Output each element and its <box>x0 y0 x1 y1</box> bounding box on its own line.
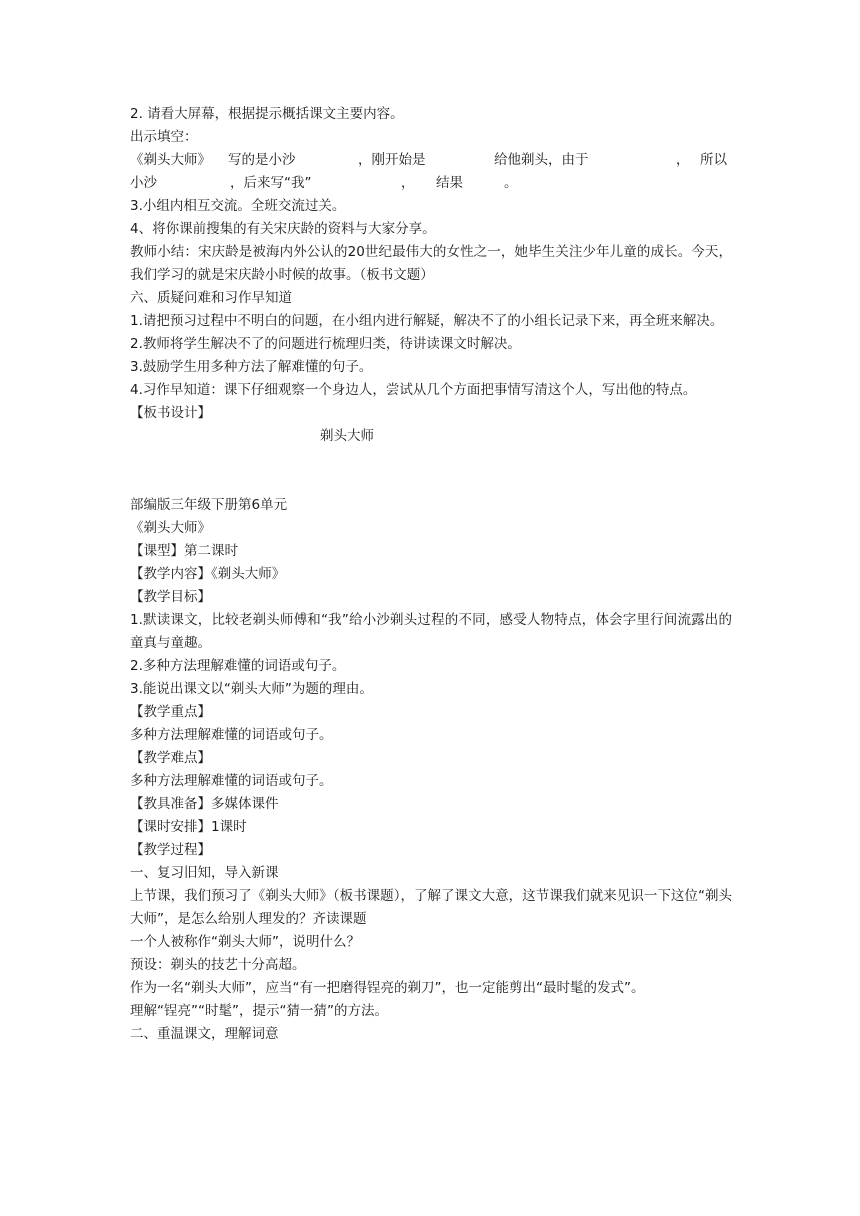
section-6-item: 2.教师将学生解决不了的问题进行梳理归类，待讲读课文时解决。 <box>130 336 521 352</box>
step-1-paragraph: 理解“锃亮”“时髦”，提示“猜一猜”的方法。 <box>130 1003 388 1019</box>
difficult-points-text: 多种方法理解难懂的词语或句子。 <box>130 773 333 789</box>
teaching-tools: 【教具准备】多媒体课件 <box>130 796 279 812</box>
class-schedule: 【课时安排】1课时 <box>130 819 247 835</box>
fill-text: 《剃头大师》 <box>130 152 211 168</box>
goal-item: 2.多种方法理解难懂的词语或句子。 <box>130 658 346 674</box>
goals-heading: 【教学目标】 <box>130 589 211 605</box>
process-heading: 【教学过程】 <box>130 842 211 858</box>
board-design-title: 剃头大师 <box>320 428 374 444</box>
lesson-title: 《剃头大师》 <box>130 520 211 536</box>
fill-text: ， <box>676 152 690 168</box>
step-2-heading: 二、重温课文，理解词意 <box>130 1026 279 1042</box>
step-1-heading: 一、复习旧知，导入新课 <box>130 865 279 881</box>
unit-label: 部编版三年级下册第6单元 <box>130 497 288 513</box>
step-1-paragraph: 一个人被称作“剃头大师”，说明什么？ <box>130 934 360 950</box>
section-6-item: 1.请把预习过程中不明白的问题，在小组内进行解疑，解决不了的小组长记录下来，再全班来解决。 <box>130 313 724 329</box>
fill-text: ，后来写“我” <box>230 175 312 191</box>
fill-in-row-1 <box>130 149 732 172</box>
key-points-text: 多种方法理解难懂的词语或句子。 <box>130 727 333 743</box>
lesson-type: 【课型】第二课时 <box>130 543 238 559</box>
fill-in-heading: 出示填空： <box>130 129 198 145</box>
goal-item: 3.能说出课文以“剃头大师”为题的理由。 <box>130 681 373 697</box>
lesson-content: 【教学内容】《剃头大师》 <box>130 566 286 582</box>
spacer <box>130 448 732 494</box>
fill-text: 结果 <box>436 175 463 191</box>
fill-text: 小沙 <box>130 175 157 191</box>
step-1-paragraph: 上节课，我们预习了《剃头大师》（板书课题），了解了课文大意，这节课我们就来见识一下这位“剃头大师”，是怎么给别人理发的？齐读课题 <box>130 888 732 927</box>
step-1-paragraph: 作为一名“剃头大师”，应当“有一把磨得锃亮的剃刀”，也一定能剪出“最时髦的发式”。 <box>130 980 645 996</box>
step-1-paragraph: 预设：剃头的技艺十分高超。 <box>130 957 306 973</box>
teacher-summary: 教师小结：宋庆龄是被海内外公认的20世纪最伟大的女性之一，她毕生关注少年儿童的成长。今天，我们学习的就是宋庆龄小时候的故事。（板书文题） <box>130 244 732 283</box>
section-6-heading: 六、质疑问难和习作早知道 <box>130 290 292 306</box>
difficult-points-heading: 【教学难点】 <box>130 750 211 766</box>
step-2-instruction: 2. 请看大屏幕，根据提示概括课文主要内容。 <box>130 106 404 122</box>
section-6-item: 3.鼓励学生用多种方法了解难懂的句子。 <box>130 359 373 375</box>
fill-text: ，刚开始是 <box>358 152 426 168</box>
fill-in-row-2 <box>130 172 732 195</box>
step-4: 4、将你课前搜集的有关宋庆龄的资料与大家分享。 <box>130 221 436 237</box>
fill-text: 给他剃头，由于 <box>494 152 589 168</box>
fill-text: 。 <box>504 175 518 191</box>
goal-item: 1.默读课文，比较老剃头师傅和“我”给小沙剃头过程的不同，感受人物特点，体会字里行间流露出的童真与童趣。 <box>130 612 732 651</box>
board-design-heading: 【板书设计】 <box>130 405 211 421</box>
key-points-heading: 【教学重点】 <box>130 704 211 720</box>
step-3: 3.小组内相互交流。全班交流过关。 <box>130 198 346 214</box>
document-page <box>130 103 732 1046</box>
fill-text: 写的是小沙 <box>228 152 296 168</box>
fill-text: ， <box>401 175 415 191</box>
section-6-item: 4.习作早知道：课下仔细观察一个身边人，尝试从几个方面把事情写清这个人，写出他的特点。 <box>130 382 697 398</box>
fill-text: 所以 <box>700 152 727 168</box>
